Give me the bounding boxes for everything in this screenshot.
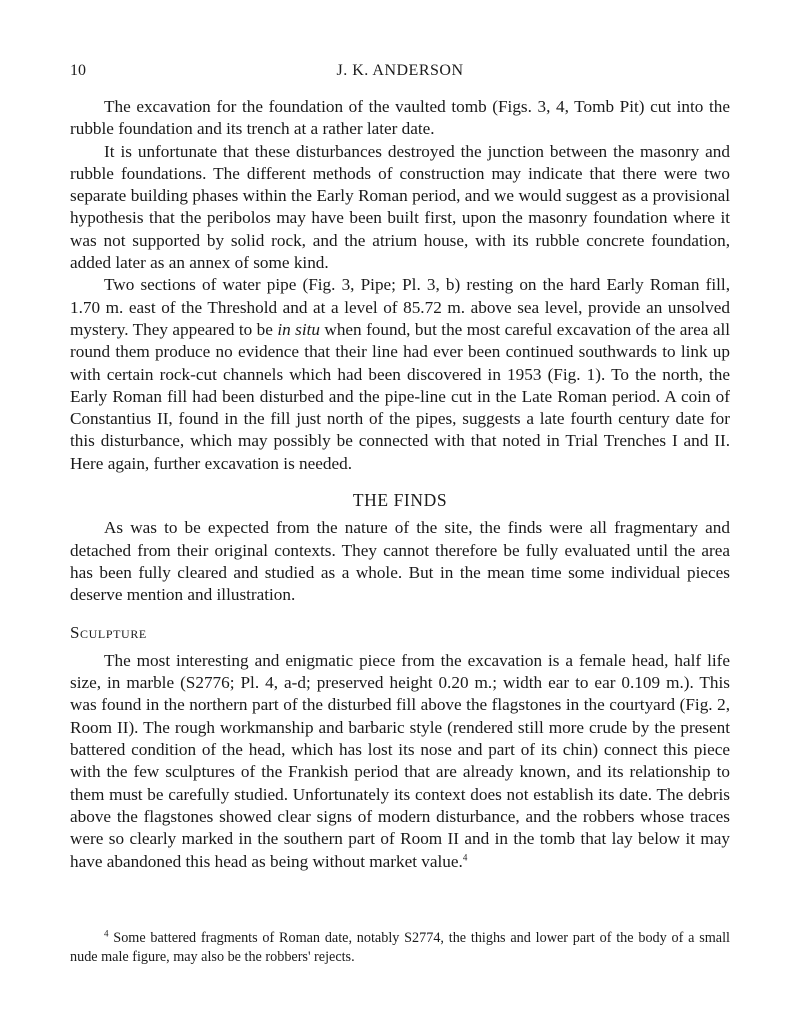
footnote-text: Some battered fragments of Roman date, notably S2774, the thighs and lower part of the body of a small nude male figure, may also be the robbers' rejects. [70, 930, 730, 965]
italic-in-situ: in situ [277, 319, 320, 339]
paragraph-building-phases: It is unfortunate that these disturbances destroyed the junction between the masonry and rubble foundations. The different methods of construction may indicate that there were two separate building phases within the Early Roman period, and we would suggest as a provisional hypothesis that the peribolos may have been built first, upon the masonry foundation where it was not supported by solid rock, and the atrium house, with its rubble concrete foundation, added later as an annex of some kind. [70, 141, 730, 273]
section-heading-finds: THE FINDS [352, 490, 448, 511]
water-pipe-text-b: when found, but the most careful excavation of the area all round them produce no evidence that their line had ever been continued southwards to link up with certain rock-cut channels which had been discovered in 1953 (Fig. 1). To the north, the Early Roman fill had been disturbed and the pipe-line cut in the Late Roman period. A coin of Constantius II, found in the fill just north of the pipes, suggests a late fourth century date for this disturbance, which may possibly be connected with that noted in Trial Trenches I and II. Here again, further excavation is needed. [70, 319, 731, 473]
paragraph-water-pipe [70, 274, 730, 475]
page-header [70, 62, 730, 86]
body-text [70, 96, 730, 873]
paragraph-female-head [70, 650, 730, 873]
water-pipe-text-a: Two sections of water pipe (Fig. 3, Pipe; Pl. 3, b) resting on the hard Early Roman fill, 1.70 m. east of the Threshold and at a level of 85.72 m. above sea level, provide an unsolved mystery. They appeared to be [70, 275, 730, 339]
footnote-marker: 4 [104, 928, 109, 939]
subsection-heading-sculpture: Sculpture [70, 622, 147, 642]
female-head-text: The most interesting and enigmatic piece from the excavation is a female head, half life size, in marble (S2776; Pl. 4, a-d; preserved height 0.20 m.; width ear to ear 0.109 m.). This was found in the northern part of the disturbed fill above the flagstones in the courtyard (Fig. 2, Room II). The rough workmanship and barbaric style (rendered still more crude by the present battered condition of the head, which has lost its nose and part of its chin) connect this piece with the few sculptures of the Frankish period that are already known, and its relationship to them must be carefully studied. Unfortunately its context does not establish its date. The debris above the flagstones showed clear signs of modern disturbance, and the robbers whose traces were so clearly marked in the southern part of Room II and in the tomb that lay below it may have abandoned this head as being without market value. [70, 650, 730, 871]
running-title: J. K. ANDERSON [336, 62, 464, 79]
paragraph-tomb-pit: The excavation for the foundation of the vaulted tomb (Figs. 3, 4, Tomb Pit) cut into the rubble foundation and its trench at a rather later date. [70, 97, 730, 139]
footnote-reference: 4 [462, 851, 468, 862]
footnote [70, 929, 730, 967]
page-number: 10 [70, 62, 86, 79]
paragraph-finds-intro: As was to be expected from the nature of the site, the finds were all fragmentary and detached from their original contexts. They cannot therefore be fully evaluated until the area has been fully cleared and studied as a whole. But in the mean time some individual pieces deserve mention and illustration. [70, 518, 730, 605]
